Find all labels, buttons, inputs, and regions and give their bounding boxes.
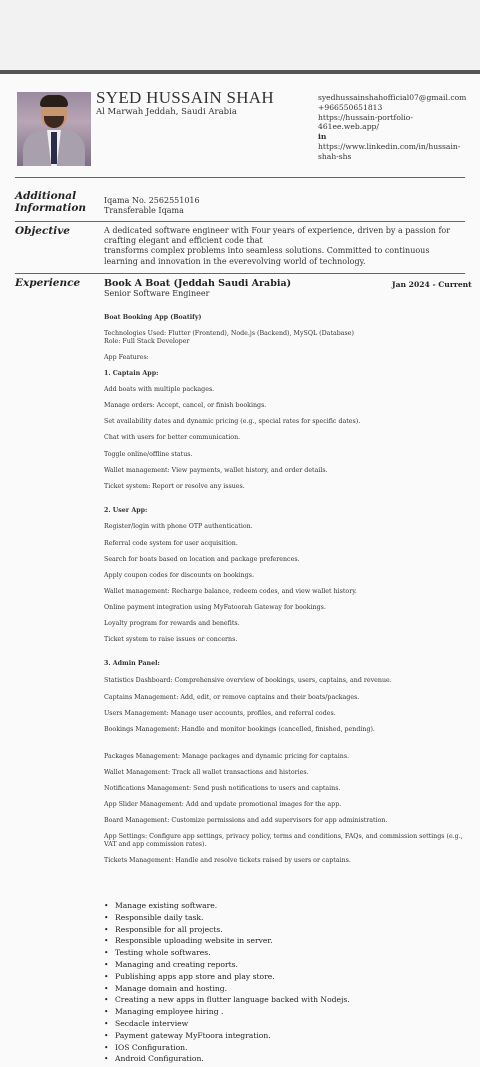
user-item: Apply coupon codes for discounts on bookings.	[104, 572, 254, 579]
divider	[15, 177, 465, 178]
job-role: Senior Software Engineer	[104, 289, 210, 298]
top-margin	[0, 0, 480, 72]
portfolio-link[interactable]: https://hussain-portfolio-	[318, 112, 413, 122]
user-heading: 2. User App:	[104, 507, 148, 514]
admin-item: Users Management: Manage user accounts, profiles, and referral codes.	[104, 710, 336, 717]
label-line: Information	[15, 202, 86, 214]
captain-item: Toggle online/offline status.	[104, 451, 193, 458]
contact-block	[318, 93, 478, 162]
captain-item: Add boats with multiple packages.	[104, 386, 215, 393]
label-line: Additional	[15, 190, 77, 202]
objective-line: learning and innovation in the everevolving world of technology.	[104, 256, 366, 266]
list-item: • Responsible uploading website in server.	[104, 935, 464, 947]
responsibilities-list	[104, 900, 464, 1065]
user-item: Referral code system for user acquisition.	[104, 540, 238, 547]
captain-item: Wallet management: View payments, wallet history, and order details.	[104, 467, 328, 474]
admin-item: App Slider Management: Add and update promotional images for the app.	[104, 801, 342, 808]
additional-info-body	[104, 196, 200, 216]
captain-item: Manage orders: Accept, cancel, or finish bookings.	[104, 402, 267, 409]
list-item: • Manage domain and hosting.	[104, 983, 464, 995]
list-item: • Testing whole softwares.	[104, 947, 464, 959]
admin-item: Wallet Management: Track all wallet transactions and histories.	[104, 769, 309, 776]
list-item: • IOS Configuration.	[104, 1042, 464, 1054]
portfolio-link-cont[interactable]: 461ee.web.app/	[318, 122, 379, 132]
divider	[15, 221, 465, 222]
user-item: Online payment integration using MyFatoorah Gateway for bookings.	[104, 604, 326, 611]
profile-photo	[17, 92, 91, 166]
captain-item: Chat with users for better communication.	[104, 434, 241, 441]
user-item: Loyalty program for rewards and benefits.	[104, 620, 240, 627]
project-role: Role: Full Stack Developer	[104, 338, 190, 345]
company-name: Book A Boat (Jeddah Saudi Arabia)	[104, 278, 292, 289]
captain-item: Set availability dates and dynamic pricing (e.g., special rates for specific dates).	[104, 418, 361, 425]
objective-line: crafting elegant and efficient code that	[104, 236, 263, 246]
captain-heading: 1. Captain App:	[104, 370, 159, 377]
iqama-transferable: Transferable Iqama	[104, 206, 184, 216]
divider	[15, 273, 465, 274]
project-tech: Technologies Used: Flutter (Frontend), Node.js (Backend), MySQL (Database)	[104, 330, 354, 337]
iqama-number: Iqama No. 2562551016	[104, 196, 200, 205]
user-item: Register/login with phone OTP authentication.	[104, 523, 253, 530]
admin-item: Bookings Management: Handle and monitor bookings (cancelled, finished, pending).	[104, 726, 375, 733]
list-item: • Publishing apps app store and play store.	[104, 971, 464, 983]
admin-item: Packages Management: Manage packages and dynamic pricing for captains.	[104, 753, 350, 760]
admin-item: App Settings: Configure app settings, privacy policy, terms and conditions, FAQs, and commission settings (e.g., VAT and app commission rates).	[104, 833, 463, 848]
candidate-name: SYED HUSSAIN SHAH	[96, 88, 274, 107]
experience-label: Experience	[15, 277, 81, 289]
admin-item: Captains Management: Add, edit, or remove captains and their boats/packages.	[104, 694, 360, 701]
phone-text: +966550651813	[318, 102, 383, 112]
list-item: • Creating a new apps in flutter language backed with Nodejs.	[104, 994, 464, 1006]
job-date: Jan 2024 - Current	[392, 280, 472, 289]
additional-info-label	[15, 190, 86, 214]
list-item: • Payment gateway MyFtoora integration.	[104, 1030, 464, 1042]
email-text[interactable]: syedhussainshahofficial07@gmail.com	[318, 93, 467, 102]
admin-item: Board Management: Customize permissions and add supervisors for app administration.	[104, 817, 388, 824]
objective-label: Objective	[15, 225, 70, 237]
admin-item: Statistics Dashboard: Comprehensive overview of bookings, users, captains, and revenue.	[104, 677, 392, 684]
objective-line: A dedicated software engineer with Four years of experience, driven by a passion for	[104, 226, 451, 235]
list-item: • Responsible daily task.	[104, 912, 464, 924]
linkedin-icon: in	[318, 132, 327, 142]
list-item: • Manage existing software.	[104, 900, 464, 912]
user-item: Ticket system to raise issues or concerns.	[104, 636, 238, 643]
features-heading: App Features:	[104, 354, 149, 361]
objective-body	[104, 226, 466, 267]
project-title: Boat Booking App (Boatify)	[104, 314, 202, 321]
list-item: • Managing and creating reports.	[104, 959, 464, 971]
list-item: • Managing employee hiring .	[104, 1006, 464, 1018]
objective-line: transforms complex problems into seamless solutions. Committed to continuous	[104, 246, 430, 256]
admin-heading: 3. Admin Panel:	[104, 660, 160, 667]
captain-item: Ticket system: Report or resolve any issues.	[104, 483, 245, 490]
linkedin-link-cont[interactable]: shah-shs	[318, 151, 352, 161]
list-item: • Responsible for all projects.	[104, 924, 464, 936]
admin-item: Notifications Management: Send push notifications to users and captains.	[104, 785, 341, 792]
list-item: • Secdacle interview	[104, 1018, 464, 1030]
admin-item: Tickets Management: Handle and resolve tickets raised by users or captains.	[104, 857, 351, 864]
candidate-location: Al Marwah Jeddah, Saudi Arabia	[96, 107, 237, 117]
user-item: Wallet management: Recharge balance, redeem codes, and view wallet history.	[104, 588, 357, 595]
user-item: Search for boats based on location and package preferences.	[104, 556, 300, 563]
linkedin-link[interactable]: https://www.linkedin.com/in/hussain-	[318, 141, 461, 151]
list-item: • Android Configuration.	[104, 1053, 464, 1065]
